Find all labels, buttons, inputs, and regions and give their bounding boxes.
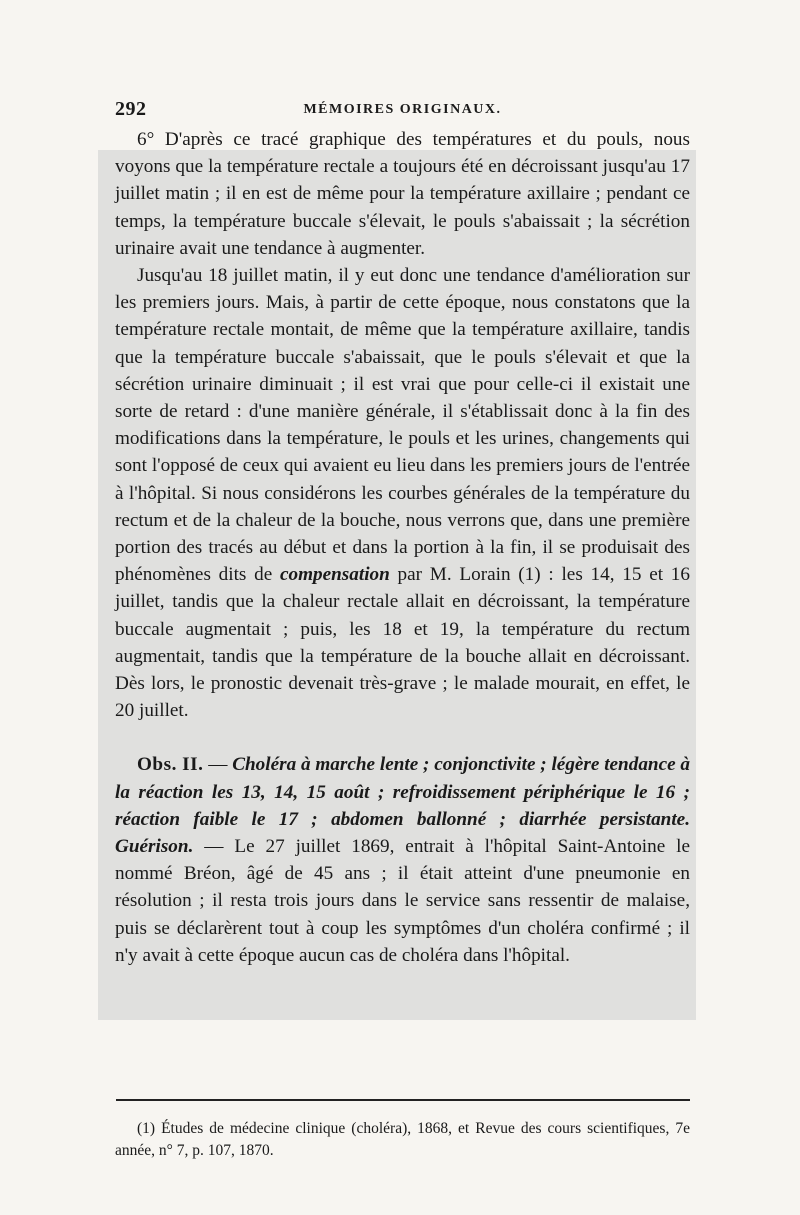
observation-paragraph	[115, 751, 690, 969]
observation-summary: Choléra à marche lente ; conjonctivite ; légère tendance à la réaction les 13, 14, 15 août ; refroidissement périphérique le 16 ; réaction faible le 17 ; abdomen ballonné ; diarrhée persistante. Guérison.	[115, 754, 691, 858]
footnote	[115, 1118, 690, 1162]
paragraph-1: 6° D'après ce tracé graphique des températures et du pouls, nous voyons que la température rectale a toujours été en décroissant jusqu'au 17 juillet matin ; il en est de même pour la température axillaire ; pendant ce temps, la température buccale s'élevait, le pouls s'abaissait ; la sécrétion urinaire avait une tendance à augmenter.	[115, 129, 690, 259]
paragraph-2-text-a: Jusqu'au 18 juillet matin, il y eut donc une tendance d'amélioration sur les premiers jours. Mais, à partir de cette époque, nous constatons que la température rectale montait, de même que la température axillaire, tandis que la température buccale s'abaissait, que le pouls s'élevait et que la sécrétion urinaire diminuait ; il est vrai que pour celle-ci il existait une sorte de retard : d'une manière générale, il s'établissait donc à la fin des modifications dans la température, le pouls et les urines, changements qui sont l'opposé de ceux qui avaient eu lieu dans les premiers jours de l'entrée à l'hôpital. Si nous considérons les courbes générales de la température du rectum et de la chaleur de la bouche, nous verrons que, dans une première portion des tracés au début et dans la portion à la fin, il se produisait des phénomènes dits de	[115, 265, 690, 586]
body-text	[115, 126, 690, 969]
footnote-text: (1) Études de médecine clinique (choléra), 1868, et Revue des cours scientifiques, 7e année, n° 7, p. 107, 1870.	[115, 1120, 690, 1159]
observation-dash: —	[203, 754, 233, 776]
paragraph-2-emphasis: compensation	[279, 564, 390, 586]
observation-text: — Le 27 juillet 1869, entrait à l'hôpital Saint-Antoine le nommé Bréon, âgé de 45 ans ; il était atteint d'une pneumonie en résolution ; il resta trois jours dans le service sans ressentir de malaise, puis se déclarèrent tout à coup les symptômes d'un choléra confirmé ; il n'y avait à cette époque aucun cas de choléra dans l'hôpital.	[115, 836, 690, 966]
section-gap	[115, 724, 690, 751]
page-number: 292	[115, 98, 147, 120]
paragraph-2	[115, 262, 690, 724]
observation-title: Obs. II.	[137, 754, 204, 776]
running-head: MÉMOIRES ORIGINAUX.	[303, 102, 502, 117]
page-header	[115, 98, 690, 126]
footnote-divider	[116, 1099, 690, 1101]
paragraph-2-text-b: par M. Lorain (1) : les 14, 15 et 16 juillet, tandis que la chaleur rectale allait en décroissant, la température buccale augmentait ; puis, les 18 et 19, la température du rectum augmentait, tandis que la température de la bouche allait en décroissant. Dès lors, le pronostic devenait très-grave ; le malade mourait, en effet, le 20 juillet.	[115, 564, 690, 722]
